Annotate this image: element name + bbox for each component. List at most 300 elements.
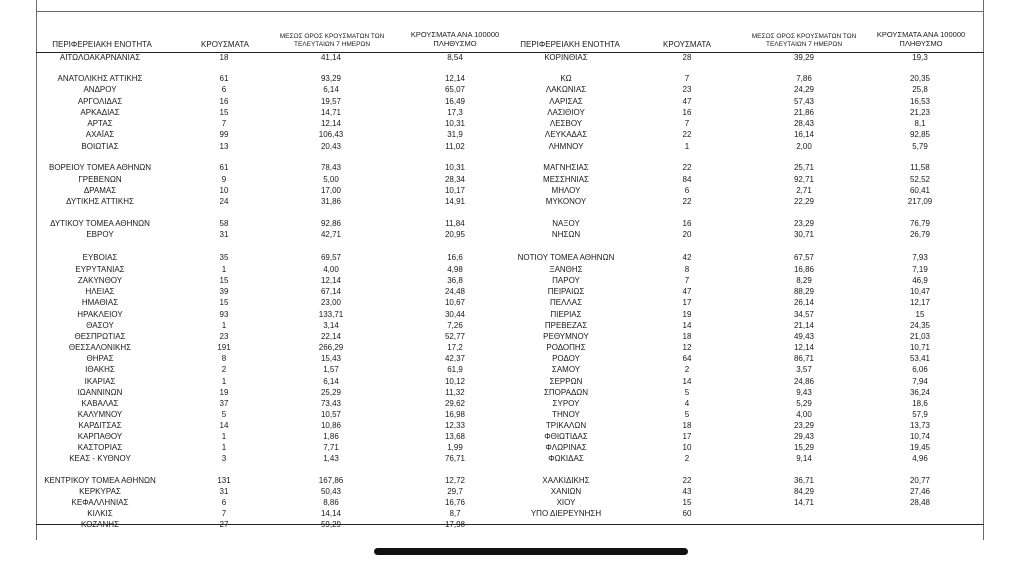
cell-per-100k: 52,52 <box>909 175 931 184</box>
cell-cases: 20 <box>682 230 692 239</box>
cell-avg-7days: 106,43 <box>318 130 344 139</box>
cell-per-100k: 10,74 <box>909 432 931 441</box>
table-frame-top <box>36 11 984 12</box>
cell-avg-7days: 67,57 <box>793 253 815 262</box>
cell-per-100k: 11,32 <box>445 388 465 397</box>
cell-per-100k: 12,33 <box>444 421 466 430</box>
cell-region: ΕΒΡΟΥ <box>86 230 114 239</box>
cell-avg-7days: 49,43 <box>793 332 815 341</box>
cell-per-100k: 11,84 <box>445 219 465 228</box>
cell-avg-7days: 84,29 <box>793 487 815 496</box>
cell-per-100k: 217,09 <box>907 197 933 206</box>
cell-region: ΤΡΙΚΑΛΩΝ <box>545 421 587 430</box>
cell-region: ΚΩ <box>560 74 572 83</box>
cell-avg-7days: 8,86 <box>323 498 339 507</box>
cell-per-100k: 26,79 <box>909 230 931 239</box>
cell-per-100k: 7,19 <box>912 265 928 274</box>
cell-cases: 1 <box>221 265 227 274</box>
cell-cases: 1 <box>221 443 227 452</box>
cell-cases: 12 <box>682 343 692 352</box>
cell-cases: 8 <box>221 354 227 363</box>
cell-cases: 43 <box>682 487 692 496</box>
cell-avg-7days: 21,86 <box>793 108 815 117</box>
cell-per-100k: 4,98 <box>447 265 463 274</box>
cell-region: ΔΥΤΙΚΟΥ ΤΟΜΕΑ ΑΘΗΝΩΝ <box>50 219 150 228</box>
cell-cases: 15 <box>219 298 229 307</box>
cell-region: ΡΟΔΟΠΗΣ <box>546 343 586 352</box>
cell-avg-7days: 3,57 <box>796 365 812 374</box>
cell-region: ΗΜΑΘΙΑΣ <box>81 298 119 307</box>
cell-region: ΣΠΟΡΑΔΩΝ <box>543 388 589 397</box>
cell-cases: 6 <box>221 85 227 94</box>
cell-avg-7days: 88,29 <box>793 287 815 296</box>
cell-cases: 22 <box>682 130 692 139</box>
cell-avg-7days: 5,00 <box>323 175 339 184</box>
cell-cases: 23 <box>682 85 692 94</box>
cell-per-100k: 28,34 <box>444 175 466 184</box>
cell-avg-7days: 25,71 <box>793 163 815 172</box>
cell-cases: 7 <box>684 276 690 285</box>
cell-avg-7days: 5,29 <box>796 399 812 408</box>
cell-per-100k: 16,6 <box>447 253 463 262</box>
cell-avg-7days: 19,57 <box>320 97 342 106</box>
cell-cases: 39 <box>219 287 229 296</box>
cell-per-100k: 12,72 <box>444 476 466 485</box>
cell-cases: 10 <box>219 186 229 195</box>
cell-region: ΝΟΤΙΟΥ ΤΟΜΕΑ ΑΘΗΝΩΝ <box>517 253 615 262</box>
cell-region: ΙΘΑΚΗΣ <box>85 365 115 374</box>
table-row <box>0 353 1024 364</box>
cell-region: ΔΥΤΙΚΗΣ ΑΤΤΙΚΗΣ <box>66 197 134 206</box>
cell-per-100k: 13,73 <box>909 421 931 430</box>
cell-cases: 1 <box>221 432 227 441</box>
cell-cases: 1 <box>684 142 690 151</box>
cell-per-100k: 36,8 <box>447 276 463 285</box>
right-header-region: ΠΕΡΙΦΕΡΕΙΑΚΗ ΕΝΟΤΗΤΑ <box>520 40 620 49</box>
cell-cases: 61 <box>219 163 229 172</box>
table-row <box>0 442 1024 453</box>
cell-per-100k: 60,41 <box>909 186 931 195</box>
cell-per-100k: 27,46 <box>909 487 931 496</box>
cell-region: ΧΑΝΙΩΝ <box>550 487 582 496</box>
cell-per-100k: 16,53 <box>909 97 931 106</box>
table-row <box>0 118 1024 129</box>
cell-cases: 64 <box>682 354 692 363</box>
cell-avg-7days: 92,86 <box>320 219 342 228</box>
cell-avg-7days: 3,14 <box>323 321 339 330</box>
cell-region: ΞΑΝΘΗΣ <box>549 265 583 274</box>
right-header-per100k-line2: ΠΛΗΘΥΣΜΟ <box>899 39 943 48</box>
cell-region: ΑΧΑΪΑΣ <box>85 130 115 139</box>
cell-per-100k: 17,3 <box>447 108 463 117</box>
cell-region: ΜΗΛΟΥ <box>551 186 581 195</box>
left-header-per100k-line2: ΠΛΗΘΥΣΜΟ <box>433 39 477 48</box>
cell-region: ΜΕΣΣΗΝΙΑΣ <box>543 175 589 184</box>
cell-cases: 42 <box>682 253 692 262</box>
table-row <box>0 309 1024 320</box>
cell-cases: 16 <box>219 97 229 106</box>
cell-per-100k: 12,14 <box>444 74 466 83</box>
cell-cases: 14 <box>219 421 229 430</box>
cell-per-100k: 10,47 <box>909 287 931 296</box>
left-header-per100k <box>400 30 510 48</box>
cell-per-100k: 10,17 <box>444 186 466 195</box>
cell-cases: 31 <box>219 487 229 496</box>
table-row <box>0 129 1024 140</box>
cell-region: ΑΡΚΑΔΙΑΣ <box>80 108 120 117</box>
cell-avg-7days: 9,43 <box>796 388 812 397</box>
table-row <box>0 252 1024 263</box>
cell-per-100k: 52,77 <box>444 332 466 341</box>
cell-cases: 18 <box>682 421 692 430</box>
table-row <box>0 96 1024 107</box>
cell-avg-7days: 266,29 <box>318 343 344 352</box>
cell-per-100k: 42,37 <box>444 354 466 363</box>
cell-region: ΛΕΥΚΑΔΑΣ <box>544 130 588 139</box>
left-header-per100k-line1: ΚΡΟΥΣΜΑΤΑ ΑΝΑ 100000 <box>410 30 500 39</box>
cell-cases: 15 <box>682 498 692 507</box>
cell-region: ΛΕΣΒΟΥ <box>549 119 583 128</box>
table-row <box>0 376 1024 387</box>
cell-region: ΘΕΣΠΡΩΤΙΑΣ <box>74 332 126 341</box>
cell-avg-7days: 14,71 <box>793 498 815 507</box>
cell-region: ΚΑΣΤΟΡΙΑΣ <box>77 443 123 452</box>
cell-cases: 58 <box>219 219 229 228</box>
table-row <box>0 141 1024 152</box>
cell-per-100k: 21,23 <box>909 108 931 117</box>
cell-region: ΘΗΡΑΣ <box>86 354 114 363</box>
cell-region: ΠΙΕΡΙΑΣ <box>550 310 582 319</box>
cell-avg-7days: 15,29 <box>793 443 815 452</box>
cell-avg-7days: 6,14 <box>323 377 339 386</box>
cell-cases: 13 <box>219 142 229 151</box>
cell-per-100k: 21,03 <box>909 332 931 341</box>
cell-region: ΚΕΦΑΛΛΗΝΙΑΣ <box>71 498 129 507</box>
table-row <box>0 519 1024 530</box>
cell-region: ΡΟΔΟΥ <box>552 354 580 363</box>
cell-avg-7days: 2,71 <box>796 186 812 195</box>
cell-avg-7days: 1,86 <box>323 432 339 441</box>
cell-cases: 35 <box>219 253 229 262</box>
cell-avg-7days: 29,43 <box>793 432 815 441</box>
table-row <box>0 229 1024 240</box>
cell-region: ΙΚΑΡΙΑΣ <box>84 377 116 386</box>
cell-avg-7days: 22,14 <box>320 332 342 341</box>
cell-avg-7days: 31,86 <box>320 197 342 206</box>
cell-avg-7days: 23,00 <box>320 298 342 307</box>
cell-avg-7days: 67,14 <box>320 287 342 296</box>
table-row <box>0 331 1024 342</box>
right-header-per100k <box>866 30 976 48</box>
table-row <box>0 342 1024 353</box>
cell-avg-7days: 26,14 <box>793 298 815 307</box>
cell-per-100k: 30,44 <box>444 310 466 319</box>
cell-per-100k: 24,35 <box>909 321 931 330</box>
cell-cases: 7 <box>684 119 690 128</box>
table-row <box>0 196 1024 207</box>
right-header-avg-line1: ΜΕΣΟΣ ΟΡΟΣ ΚΡΟΥΣΜΑΤΩΝ ΤΩΝ <box>751 33 857 40</box>
cell-per-100k: 20,95 <box>444 230 466 239</box>
cell-cases: 17 <box>682 432 692 441</box>
cell-avg-7days: 42,71 <box>320 230 342 239</box>
cell-cases: 37 <box>219 399 229 408</box>
cell-cases: 6 <box>221 498 227 507</box>
cell-cases: 23 <box>219 332 229 341</box>
cell-per-100k: 92,85 <box>909 130 931 139</box>
cell-cases: 22 <box>682 197 692 206</box>
cell-avg-7days: 12,14 <box>793 343 815 352</box>
cell-avg-7days: 16,86 <box>793 265 815 274</box>
cell-cases: 10 <box>682 443 692 452</box>
cell-per-100k: 76,79 <box>909 219 931 228</box>
cell-region: ΑΡΓΟΛΙΔΑΣ <box>77 97 123 106</box>
cell-region: ΑΡΤΑΣ <box>87 119 113 128</box>
cell-per-100k: 46,9 <box>912 276 928 285</box>
cell-per-100k: 10,31 <box>444 119 466 128</box>
cell-cases: 22 <box>682 163 692 172</box>
cell-region: ΔΡΑΜΑΣ <box>83 186 117 195</box>
cell-cases: 17 <box>682 298 692 307</box>
cell-avg-7days: 10,57 <box>320 410 342 419</box>
cell-cases: 4 <box>684 399 690 408</box>
cell-region: ΠΕΙΡΑΙΩΣ <box>547 287 585 296</box>
cell-region: ΠΕΛΛΑΣ <box>549 298 583 307</box>
cell-region: ΖΑΚΥΝΘΟΥ <box>77 276 123 285</box>
table-row <box>0 420 1024 431</box>
cell-per-100k: 12,17 <box>909 298 931 307</box>
cell-cases: 16 <box>682 219 692 228</box>
cell-cases: 8 <box>684 265 690 274</box>
cell-avg-7days: 86,71 <box>793 354 815 363</box>
cell-region: ΠΑΡΟΥ <box>552 276 580 285</box>
cell-region: ΛΑΣΙΘΙΟΥ <box>547 108 585 117</box>
cell-cases: 5 <box>221 410 227 419</box>
table-row <box>0 409 1024 420</box>
cell-avg-7days: 8,29 <box>796 276 812 285</box>
cell-cases: 14 <box>682 377 692 386</box>
cell-region: ΚΑΒΑΛΑΣ <box>81 399 119 408</box>
home-indicator[interactable] <box>374 548 688 555</box>
cell-region: ΦΩΚΙΔΑΣ <box>548 454 584 463</box>
cell-cases: 5 <box>684 410 690 419</box>
cell-per-100k: 7,26 <box>447 321 463 330</box>
cell-per-100k: 10,12 <box>444 377 466 386</box>
cell-avg-7days: 36,71 <box>793 476 815 485</box>
left-header-cases: ΚΡΟΥΣΜΑΤΑ <box>201 40 249 49</box>
cell-per-100k: 7,93 <box>912 253 928 262</box>
cell-cases: 22 <box>682 476 692 485</box>
cell-region: ΛΗΜΝΟΥ <box>548 142 584 151</box>
cell-per-100k: 20,77 <box>909 476 931 485</box>
table-row <box>0 297 1024 308</box>
cell-region: ΚΕΑΣ - ΚΥΘΝΟΥ <box>69 454 131 463</box>
cell-cases: 14 <box>682 321 692 330</box>
cell-per-100k: 15 <box>915 310 925 319</box>
cell-avg-7days: 15,43 <box>320 354 342 363</box>
cell-region: ΚΟΡΙΝΘΙΑΣ <box>544 53 588 62</box>
table-row <box>0 185 1024 196</box>
cell-avg-7days: 133,71 <box>318 310 344 319</box>
cell-cases: 27 <box>219 520 229 529</box>
cell-cases: 47 <box>682 287 692 296</box>
cell-per-100k: 20,35 <box>909 74 931 83</box>
cell-per-100k: 29,62 <box>444 399 466 408</box>
cell-per-100k: 28,48 <box>909 498 931 507</box>
cell-per-100k: 16,76 <box>444 498 466 507</box>
cell-avg-7days: 4,00 <box>796 410 812 419</box>
cell-per-100k: 1,99 <box>447 443 463 452</box>
cell-avg-7days: 10,86 <box>320 421 342 430</box>
cell-region: ΘΕΣΣΑΛΟΝΙΚΗΣ <box>68 343 132 352</box>
cell-per-100k: 36,24 <box>909 388 931 397</box>
right-header-avg <box>734 33 874 49</box>
cell-avg-7days: 24,86 <box>793 377 815 386</box>
cell-region: ΙΩΑΝΝΙΝΩΝ <box>77 388 123 397</box>
cell-region: ΒΟΙΩΤΙΑΣ <box>81 142 119 151</box>
cell-avg-7days: 28,43 <box>793 119 815 128</box>
cell-region: ΤΗΝΟΥ <box>552 410 580 419</box>
cell-region: ΑΝΑΤΟΛΙΚΗΣ ΑΤΤΙΚΗΣ <box>57 74 143 83</box>
cell-avg-7days: 17,00 <box>320 186 342 195</box>
table-row <box>0 286 1024 297</box>
cell-per-100k: 10,67 <box>444 298 466 307</box>
cell-region: ΣΑΜΟΥ <box>551 365 581 374</box>
cell-cases: 61 <box>219 74 229 83</box>
cell-region: ΧΙΟΥ <box>556 498 576 507</box>
left-header-avg-line2: ΤΕΛΕΥΤΑΙΩΝ 7 ΗΜΕΡΩΝ <box>293 41 371 48</box>
cell-per-100k: 8,7 <box>449 509 461 518</box>
cell-region: ΓΡΕΒΕΝΩΝ <box>78 175 122 184</box>
cell-avg-7days: 78,43 <box>320 163 342 172</box>
cell-per-100k: 24,48 <box>444 287 466 296</box>
cell-avg-7days: 6,14 <box>323 85 339 94</box>
cell-cases: 16 <box>682 108 692 117</box>
cell-region: ΑΝΔΡΟΥ <box>83 85 117 94</box>
cell-cases: 18 <box>219 53 229 62</box>
left-header-avg <box>262 33 402 49</box>
cell-avg-7days: 1,57 <box>323 365 339 374</box>
cell-per-100k: 17,2 <box>447 343 463 352</box>
cell-avg-7days: 73,43 <box>320 399 342 408</box>
cell-avg-7days: 14,14 <box>320 509 342 518</box>
cell-avg-7days: 93,29 <box>320 74 342 83</box>
cell-avg-7days: 22,29 <box>793 197 815 206</box>
cell-region: ΚΑΡΔΙΤΣΑΣ <box>78 421 122 430</box>
table-row <box>0 387 1024 398</box>
left-header-avg-line1: ΜΕΣΟΣ ΟΡΟΣ ΚΡΟΥΣΜΑΤΩΝ ΤΩΝ <box>279 33 385 40</box>
cell-cases: 15 <box>219 108 229 117</box>
cell-cases: 131 <box>217 476 231 485</box>
cell-region: ΣΥΡΟΥ <box>552 399 580 408</box>
cell-avg-7days: 4,00 <box>323 265 339 274</box>
cell-region: ΧΑΛΚΙΔΙΚΗΣ <box>542 476 590 485</box>
cell-avg-7days: 14,71 <box>320 108 342 117</box>
cell-cases: 7 <box>221 509 227 518</box>
table-row <box>0 52 1024 63</box>
cell-avg-7days: 59,29 <box>320 520 342 529</box>
cell-region: ΗΡΑΚΛΕΙΟΥ <box>77 310 123 319</box>
cell-cases: 19 <box>682 310 692 319</box>
cell-per-100k: 5,79 <box>912 142 928 151</box>
cell-cases: 24 <box>219 197 229 206</box>
left-header-region: ΠΕΡΙΦΕΡΕΙΑΚΗ ΕΝΟΤΗΤΑ <box>52 40 152 49</box>
cell-avg-7days: 41,14 <box>320 53 342 62</box>
cell-cases: 18 <box>682 332 692 341</box>
cell-avg-7days: 16,14 <box>793 130 815 139</box>
cell-region: ΚΑΛΥΜΝΟΥ <box>77 410 123 419</box>
cell-avg-7days: 20,43 <box>320 142 342 151</box>
cell-avg-7days: 7,71 <box>323 443 339 452</box>
cell-cases: 7 <box>684 74 690 83</box>
cell-cases: 15 <box>219 276 229 285</box>
cell-avg-7days: 57,43 <box>793 97 815 106</box>
cell-per-100k: 13,68 <box>444 432 466 441</box>
cell-avg-7days: 69,57 <box>320 253 342 262</box>
cell-per-100k: 31,9 <box>447 130 463 139</box>
cell-cases: 99 <box>219 130 229 139</box>
cell-region: ΡΕΘΥΜΝΟΥ <box>543 332 589 341</box>
cell-region: ΒΟΡΕΙΟΥ ΤΟΜΕΑ ΑΘΗΝΩΝ <box>48 163 152 172</box>
cell-region: ΚΕΝΤΡΙΚΟΥ ΤΟΜΕΑ ΑΘΗΝΩΝ <box>44 476 156 485</box>
cell-cases: 9 <box>221 175 227 184</box>
cell-per-100k: 8,54 <box>447 53 463 62</box>
cell-per-100k: 18,6 <box>912 399 928 408</box>
cell-region: ΦΘΙΩΤΙΔΑΣ <box>544 432 588 441</box>
cell-per-100k: 29,7 <box>447 487 463 496</box>
cell-per-100k: 61,9 <box>447 365 463 374</box>
cell-region: ΚΙΛΚΙΣ <box>87 509 113 518</box>
cell-cases: 47 <box>682 97 692 106</box>
cell-per-100k: 57,9 <box>912 410 928 419</box>
cell-avg-7days: 25,29 <box>320 388 342 397</box>
table-row <box>0 264 1024 275</box>
cell-cases: 2 <box>221 365 227 374</box>
cell-region: ΚΕΡΚΥΡΑΣ <box>79 487 121 496</box>
cell-cases: 19 <box>219 388 229 397</box>
cell-region: ΣΕΡΡΩΝ <box>549 377 583 386</box>
cell-region: ΑΙΤΩΛΟΑΚΑΡΝΑΝΙΑΣ <box>59 53 141 62</box>
cell-avg-7days: 7,86 <box>796 74 812 83</box>
cell-avg-7days: 167,86 <box>318 476 344 485</box>
cell-avg-7days: 23,29 <box>793 219 815 228</box>
cell-cases: 2 <box>684 365 690 374</box>
cell-cases: 93 <box>219 310 229 319</box>
cell-per-100k: 65,07 <box>444 85 466 94</box>
cell-per-100k: 6,06 <box>912 365 928 374</box>
cell-cases: 7 <box>221 119 227 128</box>
cell-per-100k: 7,94 <box>912 377 928 386</box>
cell-avg-7days: 34,57 <box>793 310 815 319</box>
table-row <box>0 84 1024 95</box>
cell-region: ΚΑΡΠΑΘΟΥ <box>77 432 123 441</box>
cell-per-100k: 10,31 <box>444 163 466 172</box>
cell-region: ΝΑΞΟΥ <box>552 219 580 228</box>
table-row <box>0 486 1024 497</box>
cell-avg-7days: 30,71 <box>793 230 815 239</box>
cell-avg-7days: 21,14 <box>793 321 815 330</box>
table-row <box>0 218 1024 229</box>
cell-region: ΗΛΕΙΑΣ <box>85 287 115 296</box>
cell-cases: 60 <box>682 509 692 518</box>
cell-per-100k: 53,41 <box>909 354 931 363</box>
cell-avg-7days: 9,14 <box>796 454 812 463</box>
cell-region: ΕΥΡΥΤΑΝΙΑΣ <box>75 265 125 274</box>
table-row <box>0 174 1024 185</box>
cell-cases: 3 <box>221 454 227 463</box>
cell-region: ΠΡΕΒΕΖΑΣ <box>544 321 588 330</box>
cell-per-100k: 16,49 <box>444 97 466 106</box>
cell-avg-7days: 12,14 <box>320 276 342 285</box>
